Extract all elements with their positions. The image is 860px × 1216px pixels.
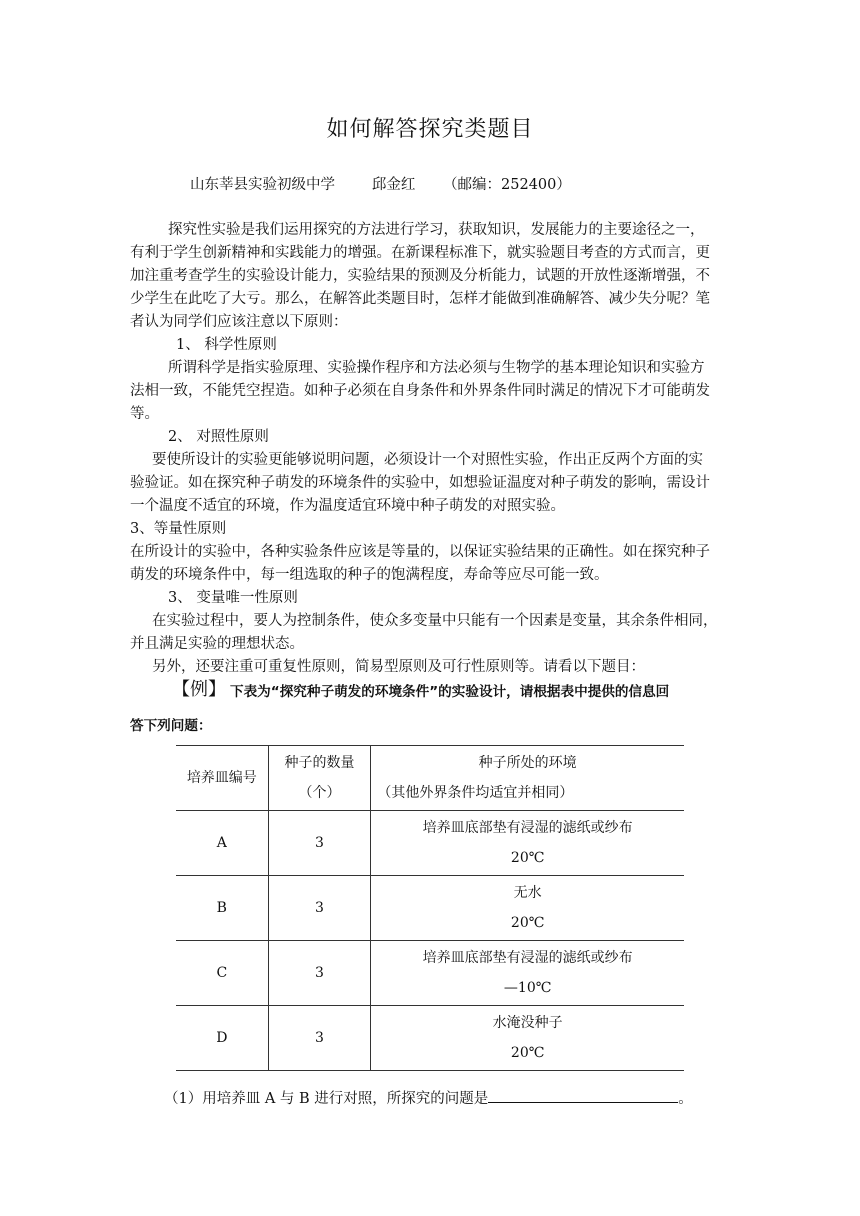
principle-text: 并且满足实验的理想状态。 bbox=[130, 636, 304, 652]
principle-text: 在实验过程中，要人为控制条件，使众多变量中只能有一个因素是变量，其余条件相同， bbox=[152, 613, 718, 629]
environment-temperature: 20℃ bbox=[510, 915, 545, 931]
question-text: （1）用培养皿 A 与 B 进行对照，所探究的问题是 bbox=[164, 1091, 489, 1107]
seed-count: 3 bbox=[268, 1006, 371, 1071]
example-text-line2: 答下列问题： bbox=[130, 718, 212, 734]
environment-temperature: 20℃ bbox=[510, 850, 545, 866]
page-title: 如何解答探究类题目 bbox=[326, 117, 534, 142]
environment bbox=[371, 811, 684, 876]
byline bbox=[190, 173, 571, 194]
intro-line: 者认为同学们应该注意以下原则： bbox=[130, 314, 348, 330]
question-1 bbox=[164, 1087, 693, 1108]
intro-line: 加注重考查学生的实验设计能力，实验结果的预测及分析能力，试题的开放性逐渐增强，不 bbox=[130, 268, 710, 284]
principle-heading: 2、 对照性原则 bbox=[168, 429, 269, 445]
principle-text: 在所设计的实验中，各种实验条件应该是等量的，以保证实验结果的正确性。如在探究种子 bbox=[130, 544, 710, 560]
intro-line: 有利于学生创新精神和实践能力的增强。在新课程标准下，就实验题目考查的方式而言，更 bbox=[130, 245, 710, 261]
header-seed-count-label: 种子的数量 bbox=[284, 755, 355, 771]
environment-condition: 水淹没种子 bbox=[492, 1015, 563, 1031]
example-text-line1: 下表为“探究种子萌发的环境条件”的实验设计，请根据表中提供的信息回 bbox=[230, 684, 670, 700]
other-principles: 另外，还要注重可重复性原则，简易型原则及可行性原则等。请看以下题目： bbox=[152, 659, 645, 675]
principle-heading: 1、 科学性原则 bbox=[176, 337, 277, 353]
header-environment-note: （其他外界条件均适宜并相同） bbox=[377, 785, 574, 801]
header-seed-count-unit: （个） bbox=[298, 785, 341, 801]
principle-text: 所谓科学是指实验原理、实验操作程序和方法必须与生物学的基本理论知识和实验方 bbox=[168, 360, 705, 376]
header-environment bbox=[371, 746, 684, 811]
seed-count: 3 bbox=[268, 941, 371, 1006]
principle-heading: 3、等量性原则 bbox=[130, 521, 227, 537]
question-end: 。 bbox=[678, 1091, 693, 1107]
header-dish-id: 培养皿编号 bbox=[176, 746, 268, 811]
school-name: 山东莘县实验初级中学 bbox=[190, 177, 335, 193]
dish-id: A bbox=[176, 811, 268, 876]
environment bbox=[371, 1006, 684, 1071]
table-row bbox=[176, 811, 684, 876]
principle-text: 要使所设计的实验更能够说明问题，必须设计一个对照性实验，作出正反两个方面的实 bbox=[152, 452, 703, 468]
dish-id: C bbox=[176, 941, 268, 1006]
seed-count: 3 bbox=[268, 811, 371, 876]
environment-temperature: 20℃ bbox=[510, 1045, 545, 1061]
postcode: （邮编：252400） bbox=[443, 177, 571, 193]
header-seed-count bbox=[268, 746, 371, 811]
intro-line: 探究性实验是我们运用探究的方法进行学习，获取知识，发展能力的主要途径之一， bbox=[168, 222, 705, 238]
principle-text: 萌发的环境条件中，每一组选取的种子的饱满程度，寿命等应尽可能一致。 bbox=[130, 567, 609, 583]
table-row bbox=[176, 1006, 684, 1071]
environment bbox=[371, 941, 684, 1006]
principle-text: 一个温度不适宜的环境，作为温度适宜环境中种子萌发的对照实验。 bbox=[130, 498, 565, 514]
dish-id: D bbox=[176, 1006, 268, 1071]
experiment-table bbox=[176, 745, 684, 1071]
environment-condition: 无水 bbox=[513, 885, 542, 901]
table-row bbox=[176, 876, 684, 941]
table-row bbox=[176, 941, 684, 1006]
answer-blank[interactable] bbox=[488, 1088, 678, 1103]
seed-count: 3 bbox=[268, 876, 371, 941]
principle-text: 等。 bbox=[130, 406, 159, 422]
example-bracket: 【例】 bbox=[172, 679, 226, 700]
environment-temperature: —10℃ bbox=[503, 980, 552, 996]
principle-text: 验验证。如在探究种子萌发的环境条件的实验中，如想验证温度对种子萌发的影响，需设计 bbox=[130, 475, 710, 491]
author-name: 邱金红 bbox=[371, 177, 416, 193]
environment bbox=[371, 876, 684, 941]
principle-heading: 3、 变量唯一性原则 bbox=[168, 590, 298, 606]
dish-id: B bbox=[176, 876, 268, 941]
header-environment-label: 种子所处的环境 bbox=[478, 755, 577, 771]
environment-condition: 培养皿底部垫有浸湿的滤纸或纱布 bbox=[422, 820, 633, 836]
principle-text: 法相一致，不能凭空捏造。如种子必须在自身条件和外界条件同时满足的情况下才可能萌发 bbox=[130, 383, 710, 399]
intro-line: 少学生在此吃了大亏。那么，在解答此类题目时，怎样才能做到准确解答、减少失分呢？笔 bbox=[130, 291, 710, 307]
table-header-row bbox=[176, 746, 684, 811]
environment-condition: 培养皿底部垫有浸湿的滤纸或纱布 bbox=[422, 950, 633, 966]
